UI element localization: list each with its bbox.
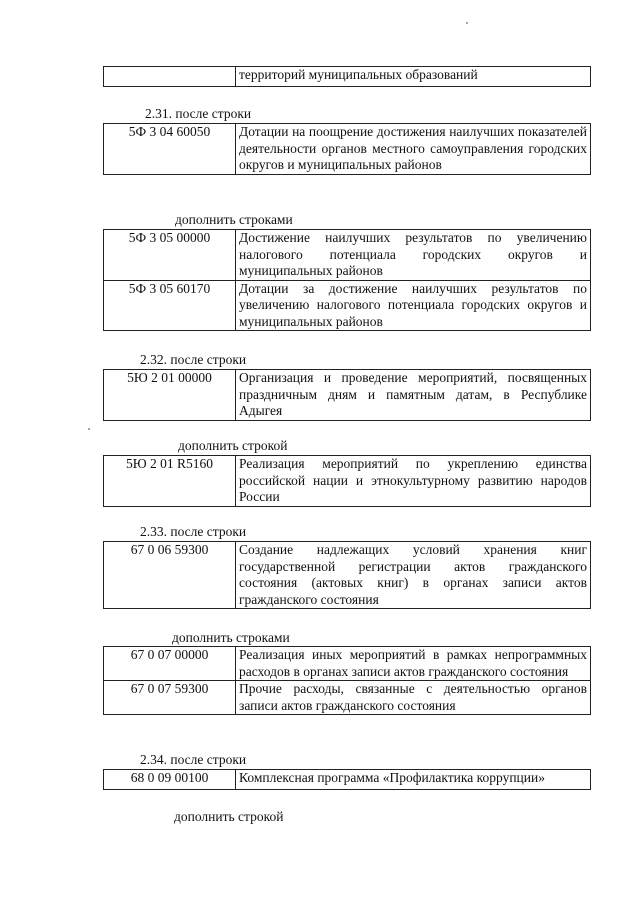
description-cell: Достижение наилучших результатов по увеличению налогового потенциала городских округов и муниципальных районов [236,230,591,281]
section-heading-add-rows-2: дополнить строками [172,630,290,645]
table-add-rows-2 [103,646,591,715]
table-row [104,124,591,175]
table-row [104,770,591,790]
description-cell: Дотации на поощрение достижения наилучших показателей деятельности органов местного самоуправления городских округов и муниципальных районов [236,124,591,175]
scan-speck [466,22,468,24]
section-heading-add-row: дополнить строкой [178,438,288,453]
description-cell: территорий муниципальных образований [236,67,591,87]
section-heading-2-34: 2.34. после строки [140,752,247,767]
section-heading-add-row-final: дополнить строкой [174,809,284,824]
table-row [104,456,591,507]
description-cell: Дотации за достижение наилучших результатов по увеличению налогового потенциала городских округов и муниципальных районов [236,280,591,331]
code-cell: 5Ф 3 05 00000 [104,230,236,281]
description-cell: Реализация иных мероприятий в рамках непрограммных расходов в органах записи актов гражданского состояния [236,647,591,681]
section-heading-2-32: 2.32. после строки [140,352,247,367]
table-2-34 [103,769,591,790]
description-cell: Организация и проведение мероприятий, посвященных праздничным дням и памятным датам, в Республике Адыгея [236,370,591,421]
table-row [104,647,591,681]
code-cell: 67 0 07 59300 [104,681,236,715]
section-heading-2-31: 2.31. после строки [145,106,252,121]
code-cell: 67 0 07 00000 [104,647,236,681]
description-cell: Реализация мероприятий по укреплению единства российской нации и этнокультурному развитию народов России [236,456,591,507]
table-row [104,67,591,87]
table-add-rows-1 [103,229,591,331]
table-row [104,230,591,281]
code-cell: 67 0 06 59300 [104,542,236,609]
table-row [104,681,591,715]
section-heading-add-rows: дополнить строками [175,212,293,227]
table-row [104,280,591,331]
table-2-31 [103,123,591,175]
description-cell: Создание надлежащих условий хранения книг государственной регистрации актов гражданского состояния (актовых книг) в органах записи актов гражданского состояния [236,542,591,609]
table-row [104,542,591,609]
scan-speck [88,428,90,430]
description-cell: Прочие расходы, связанные с деятельностью органов записи актов гражданского состояния [236,681,591,715]
table-2-33 [103,541,591,609]
description-cell: Комплексная программа «Профилактика коррупции» [236,770,591,790]
code-cell: 5Ф 3 04 60050 [104,124,236,175]
code-cell: 5Ф 3 05 60170 [104,280,236,331]
code-cell: 68 0 09 00100 [104,770,236,790]
table-continuation [103,66,591,87]
code-cell [104,67,236,87]
table-row [104,370,591,421]
code-cell: 5Ю 2 01 00000 [104,370,236,421]
code-cell: 5Ю 2 01 R5160 [104,456,236,507]
table-add-row-1 [103,455,591,507]
section-heading-2-33: 2.33. после строки [140,524,247,539]
table-2-32 [103,369,591,421]
